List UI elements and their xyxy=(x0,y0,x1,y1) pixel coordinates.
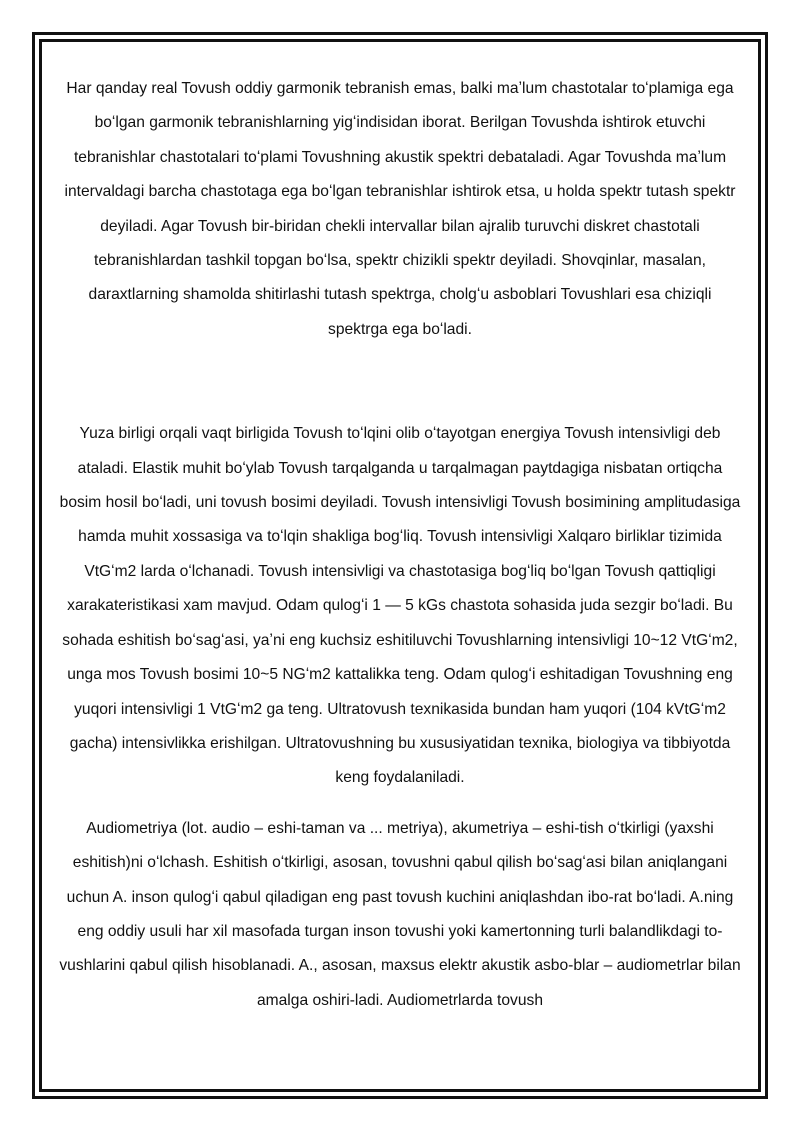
document-body xyxy=(58,72,742,1018)
paragraph-sound-intensity: Yuza birligi orqali vaqt birligida Tovush toʻlqini olib oʻtayotgan energiya Tovush intensivligi deb ataladi. Elastik muhit boʻylab Tovush tarqalganda u tarqalmagan paytdagiga nisbatan ortiqcha bosim hosil boʻladi, uni tovush bosimi deyiladi. Tovush intensivligi Tovush bosimining amplitudasiga hamda muhit xossasiga va toʻlqin shakliga bogʻliq. Tovush intensivligi Xalqaro birliklar tizimida VtGʻm2 larda oʻlchanadi. Tovush intensivligi va chastotasiga bogʻliq boʻlgan Tovush qattiqligi xarakateristikasi xam mavjud. Odam qulogʻi 1 — 5 kGs chastota sohasida juda sezgir boʻladi. Bu sohada eshitish boʻsagʻasi, yaʼni eng kuchsiz eshitiluvchi Tovushlarning intensivligi 10~12 VtGʻm2, unga mos Tovush bosimi 10~5 NGʻm2 kattalikka teng. Odam qulogʻi eshitadigan Tovushning eng yuqori intensivligi 1 VtGʻm2 ga teng. Ultratovush texnikasida bundan ham yuqori (104 kVtGʻm2 gacha) intensivlikka erishilgan. Ultratovushning bu xususiyatidan texnika, biologiya va tibbiyotda keng foydalaniladi. xyxy=(59,425,741,787)
paragraph-acoustic-spectrum: Har qanday real Tovush oddiy garmonik tebranish emas, balki maʼlum chastotalar toʻplamiga ega boʻlgan garmonik tebranishlarning yigʻindisidan iborat. Berilgan Tovushda ishtirok etuvchi tebranishlar chastotalari toʻplami Tovushning akustik spektri debataladi. Agar Tovushda maʼlum intervaldagi barcha chastotaga ega boʻlgan tebranishlar ishtirok etsa, u holda spektr tutash spektr deyiladi. Agar Tovush bir-biridan chekli intervallar bilan ajralib turuvchi diskret chastotali tebranishlardan tashkil topgan boʻlsa, spektr chizikli spektr deyiladi. Shovqinlar, masalan, daraxtlarning shamolda shitirlashi tutash spektrga, cholgʻu asboblari Tovushlari esa chiziqli spektrga ega boʻladi. xyxy=(64,80,736,338)
paragraph-audiometry: Audiometriya (lot. audio – eshi-taman va ... metriya), akumetriya – eshi-tish oʻtkirligi (yaxshi eshitish)ni oʻlchash. Eshitish oʻtkirligi, asosan, tovushni qabul qilish boʻsagʻasi bilan aniqlangani uchun A. inson qulogʻi qabul qiladigan eng past tovush kuchini aniqlashdan ibo-rat boʻladi. A.ning eng oddiy usuli har xil masofada turgan inson tovushi yoki kamertonning turli balandlikdagi to-vushlarini qabul qilish hisoblanadi. A., asosan, maxsus elektr akustik asbo-blar – audiometrlar bilan amalga oshiri-ladi. Audiometrlarda tovush xyxy=(59,819,741,1009)
